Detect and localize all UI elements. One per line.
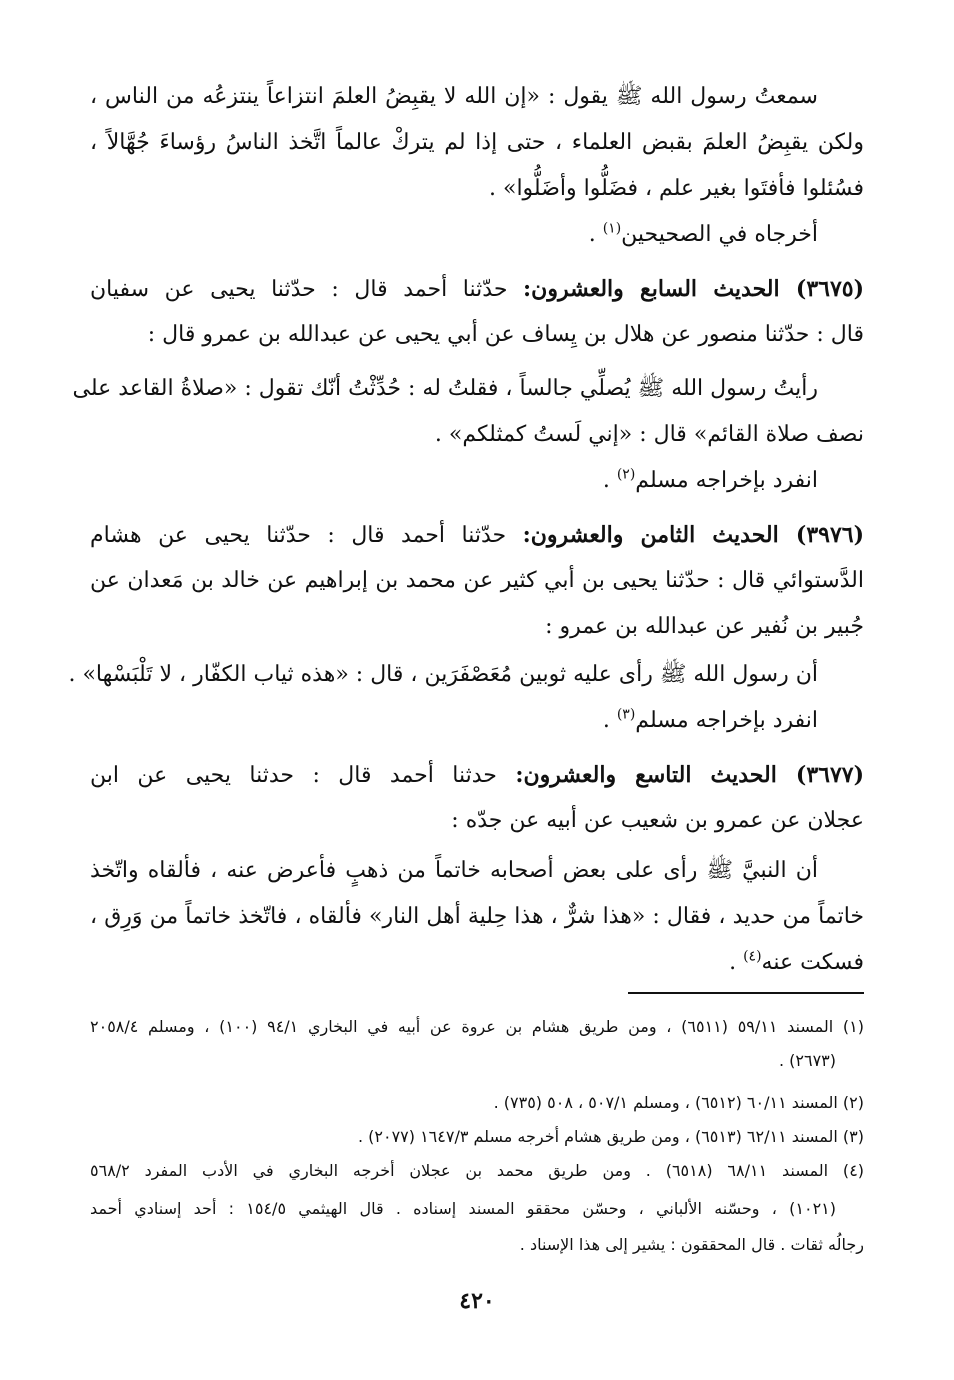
footnote-ref: (١) <box>602 220 622 237</box>
footnote-1: (١) المسند ٥٩/١١ (٦٥١١) ، ومن طريق هشام بن عروة عن أبيه في البخاري ٩٤/١ (١٠٠) ، ومسلم ٢٠٥٨/٤ <box>90 1017 864 1036</box>
takhrij-text: أخرجاه في الصحيحين <box>621 222 818 247</box>
text-line: جُبير بن نُفير عن عبدالله بن عمرو : <box>545 614 864 639</box>
hadith-heading: (٣٦٧٧) الحديث التاسع والعشرون: <box>515 762 865 788</box>
text-line: خاتماً من حديد ، فقال : «هذا شرٌّ ، هذا حِلية أهل النار» فألقاه ، فاتّخذ خاتماً من وَرِق ، <box>90 904 864 929</box>
takhrij-text: انفرد بإخراجه مسلم <box>635 468 818 493</box>
text-line: أن النبيَّ ﷺ رأى على بعض أصحابه خاتماً من ذهبٍ فأعرض عنه ، فألقاه واتّخذ <box>90 858 818 883</box>
takhrij-text: انفرد بإخراجه مسلم <box>635 708 818 733</box>
isnad-text: حدّثنا أحمد قال : حدّثنا يحيى عن سفيان <box>90 277 524 302</box>
text-line: أن رسول الله ﷺ رأى عليه ثوبين مُعَصْفَرَين ، قال : «هذه ثياب الكفّار ، لا تَلْبَسْها» . <box>68 662 818 687</box>
punctuation: . <box>729 950 744 975</box>
takhrij-line <box>90 706 818 736</box>
footnote-4-cont: (١٠٢١) ، وحسّنه الألباني ، وحسّن محققو المسند إسناده . قال الهيثمي ١٥٤/٥ : أحد إسنادي أحمد <box>90 1199 837 1218</box>
footnote-ref: (٤) <box>743 948 762 965</box>
footnote-ref: (٢) <box>616 466 636 483</box>
footnote-3: (٣) المسند ٦٢/١١ (٦٥١٣) ، ومن طريق هشام أخرجه مسلم ١٦٤٧/٣ (٢٠٧٧) . <box>357 1127 864 1146</box>
text-line: رأيتُ رسول الله ﷺ يُصلِّي جالساً ، فقلتُ له : حُدِّثْتُ أنّك تقول : «صلاةُ القاعد على <box>72 376 818 401</box>
text-line: عجلان عن عمرو بن شعيب عن أبيه عن جدّه : <box>451 808 864 833</box>
footnote-ref: (٣) <box>616 706 636 723</box>
hadith-heading-line <box>90 520 864 551</box>
text-line: قال : حدّثنا منصور عن هلال بن يِساف عن أبي يحيى عن عبدالله بن عمرو قال : <box>147 322 864 347</box>
isnad-text: حدّثنا أحمد قال : حدّثنا يحيى عن هشام <box>90 523 523 548</box>
takhrij-text: فسكت عنه <box>761 950 864 975</box>
footnote-4-cont: رجالُه ثقات . قال المحققون : يشير إلى هذا الإسناد . <box>519 1235 864 1254</box>
footnote-1-cont: (٢٦٧٣) . <box>778 1051 836 1070</box>
footnote-4: (٤) المسند ٦٨/١١ (٦٥١٨) . ومن طريق محمد بن عجلان أخرجه البخاري في الأدب المفرد ٥٦٨/٢ <box>90 1161 865 1180</box>
hadith-heading: (٣٩٧٦) الحديث الثامن والعشرون: <box>522 522 864 548</box>
text-line: ولكن يقبِضُ العلمَ بقبض العلماء ، حتى إذا لم يتركْ عالماً اتَّخذ الناسُ رؤساءَ جُهَّالاً ، <box>90 130 864 155</box>
takhrij-line <box>90 466 818 496</box>
hadith-heading-line <box>90 760 864 791</box>
punctuation: . <box>602 708 617 733</box>
takhrij-line <box>90 220 818 250</box>
footnote-2: (٢) المسند ٦٠/١١ (٦٥١٢) ، ومسلم ٥٠٧/١ ، ٥٠٨ (٧٣٥) . <box>493 1093 864 1112</box>
text-line: نصف صلاة القائم» قال : «إني لَستُ كمثلكم» . <box>434 422 864 447</box>
takhrij-line <box>90 948 864 978</box>
footnote-separator <box>628 992 864 994</box>
punctuation: . <box>602 468 617 493</box>
hadith-heading: (٣٦٧٥) الحديث السابع والعشرون: <box>523 276 864 302</box>
page-number: ٤٢٠ <box>459 1288 495 1314</box>
text-line: فسُئلوا فأفتَوا بغير علم ، فضَلُّوا وأضَلُّوا» . <box>489 176 864 201</box>
text-line: الدَّستوائي قال : حدّثنا يحيى بن أبي كثير عن محمد بن إبراهيم عن خالد بن مَعدان عن <box>90 568 864 593</box>
isnad-text: حدثنا أحمد قال : حدثنا يحيى عن ابن <box>90 763 516 788</box>
text-line: سمعتُ رسول الله ﷺ يقول : «إن الله لا يقبِضُ العلمَ انتزاعاً ينتزعُه من الناس ، <box>90 84 818 109</box>
hadith-heading-line <box>90 274 864 305</box>
punctuation: . <box>588 222 603 247</box>
